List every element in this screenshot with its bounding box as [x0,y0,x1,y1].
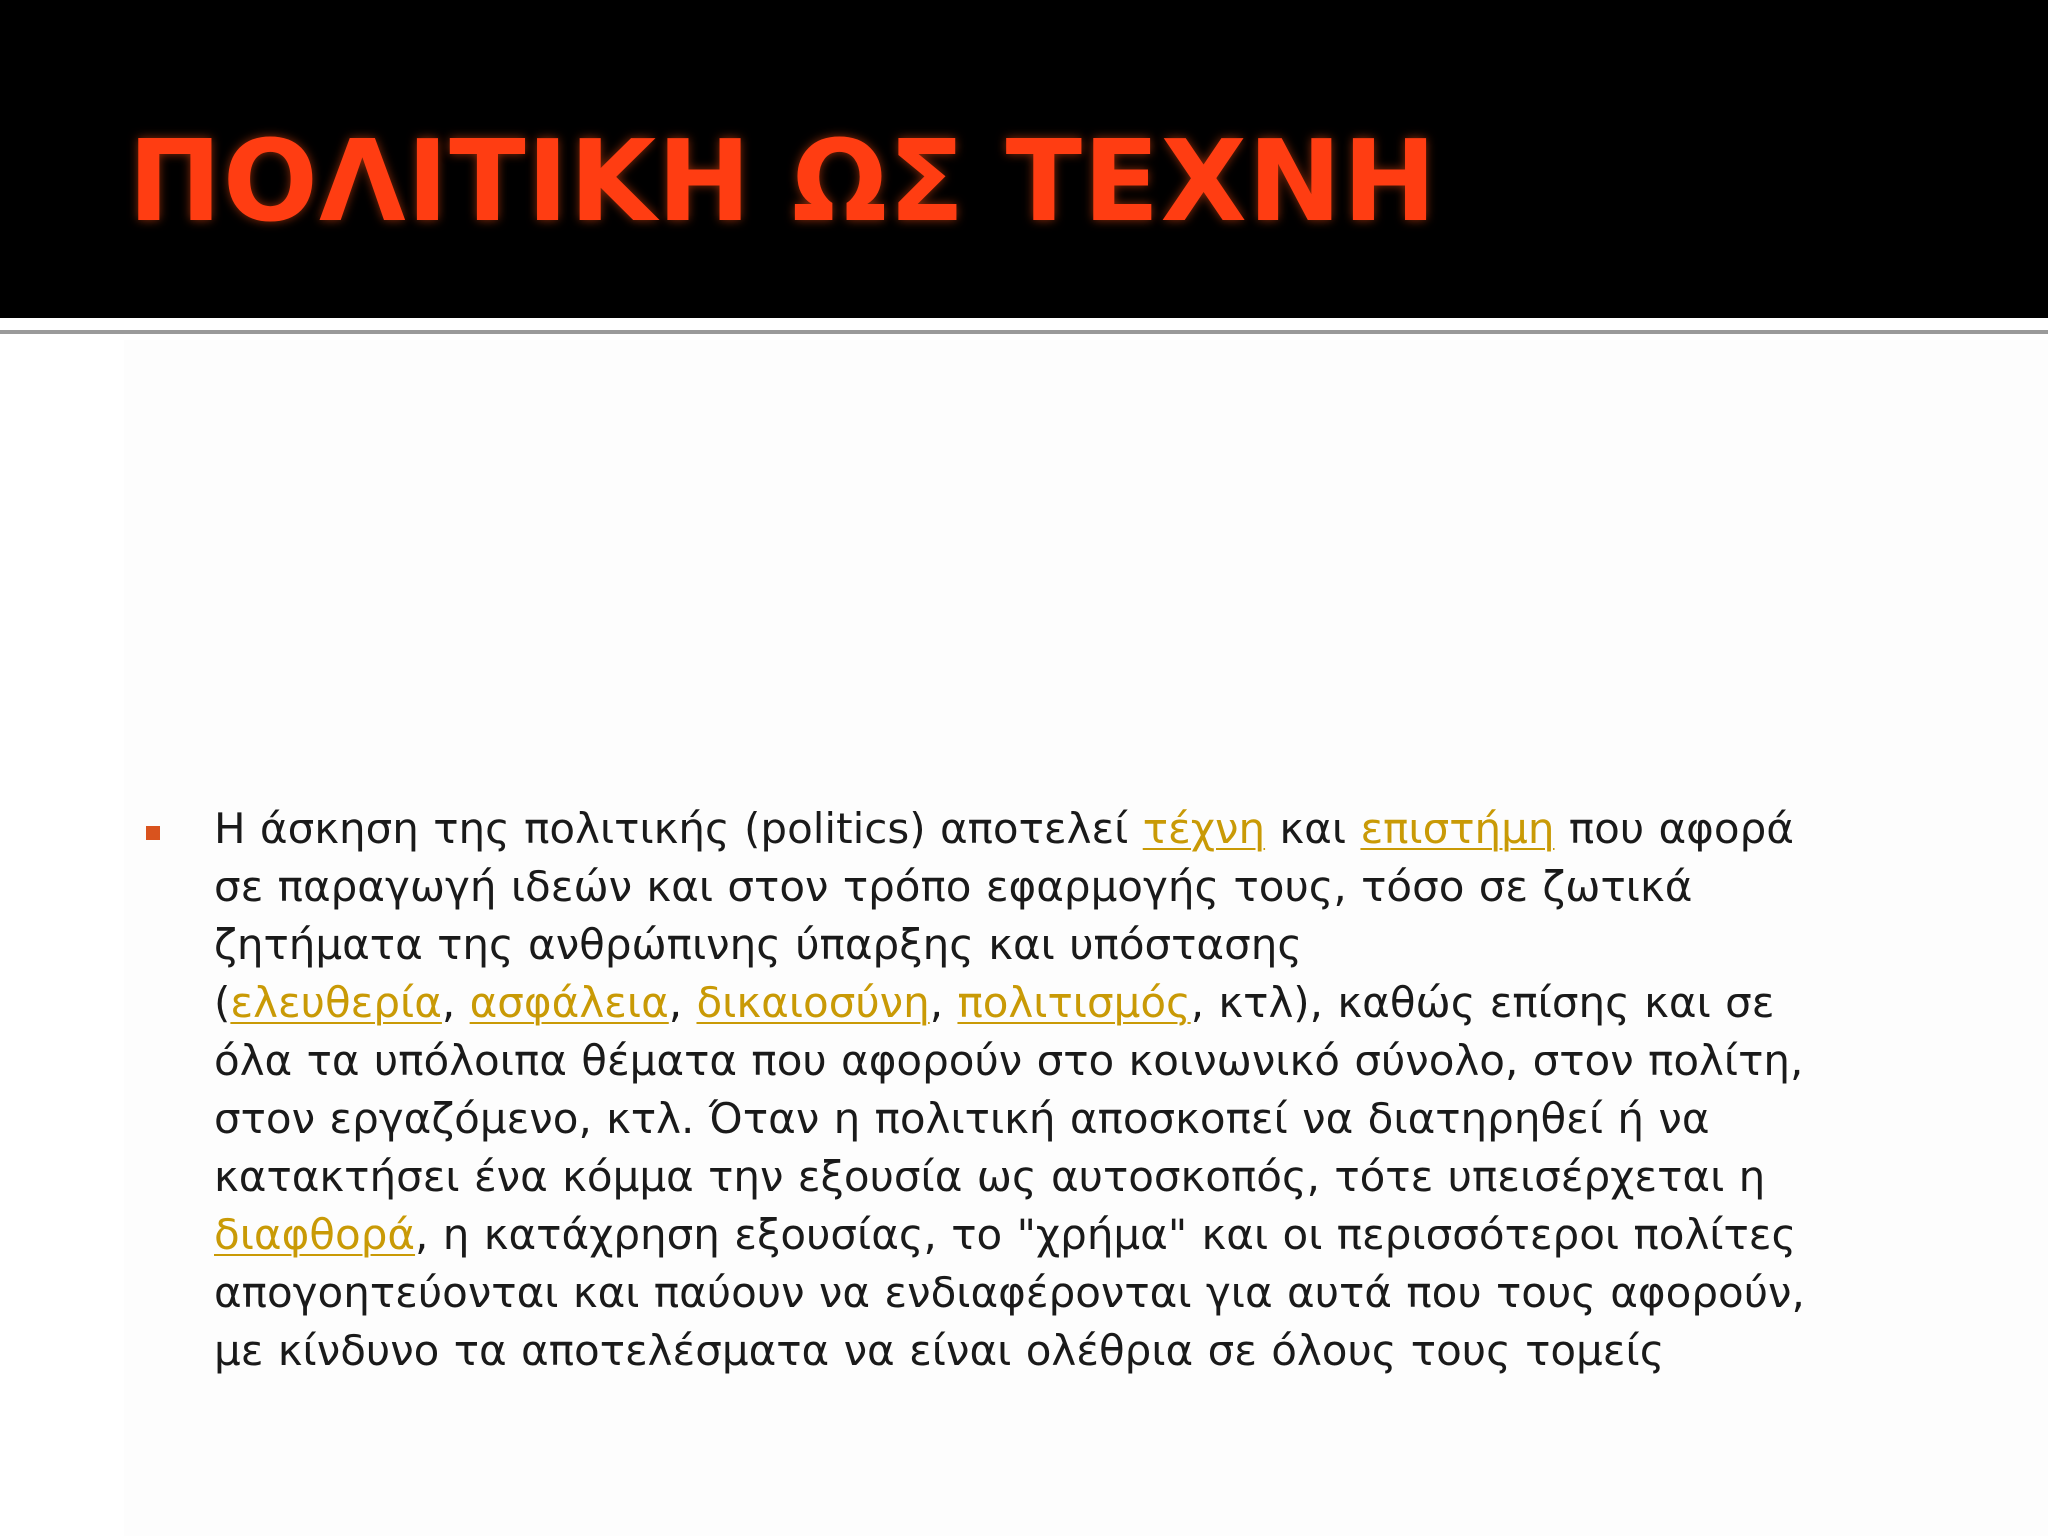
paragraph-line-2: σε παραγωγή ιδεών και στον τρόπο εφαρμογής τους, τόσο σε ζωτικά [214,862,1693,911]
text-segment: , [929,978,958,1027]
header-divider [0,330,2048,334]
paragraph-line-10: με κίνδυνο τα αποτελέσματα να είναι ολέθρια σε όλους τους τομείς [214,1326,1665,1375]
link-asfaleia[interactable]: ασφάλεια [469,978,669,1027]
bullet-paragraph [214,800,1954,1380]
link-episteme[interactable]: επιστήμη [1360,804,1555,853]
text-segment: και [1265,804,1361,853]
link-diafthora[interactable]: διαφθορά [214,1210,416,1259]
text-segment: , η κατάχρηση εξουσίας, το "χρήμα" και οι περισσότεροι πολίτες [415,1210,1797,1259]
paragraph-line-7: κατακτήσει ένα κόμμα την εξουσία ως αυτοσκοπός, τότε υπεισέρχεται η [214,1152,1766,1201]
header-gap [0,318,2048,330]
text-segment: , [668,978,697,1027]
paragraph-line-4 [214,974,1954,1032]
paragraph-line-9: απογοητεύονται και παύουν να ενδιαφέρονται για αυτά που τους αφορούν, [214,1268,1805,1317]
paragraph-line-5: όλα τα υπόλοιπα θέματα που αφορούν στο κοινωνικό σύνολο, στον πολίτη, [214,1036,1804,1085]
text-segment: που αφορά [1554,804,1794,853]
text-segment: ( [214,978,231,1027]
link-eleftheria[interactable]: ελευθερία [230,978,442,1027]
link-politismos[interactable]: πολιτισμός [957,978,1191,1027]
text-segment: Η άσκηση της πολιτικής (politics) αποτελεί [214,804,1143,853]
slide-title: ΠΟΛΙΤΙΚΗ ΩΣ ΤΕΧΝΗ [128,117,1438,247]
paragraph-line-8 [214,1206,1954,1264]
paragraph-line-1 [214,800,1954,858]
text-segment: , [441,978,470,1027]
title-bar [0,0,2048,318]
paragraph-line-6: στον εργαζόμενο, κτλ. Όταν η πολιτική αποσκοπεί να διατηρηθεί ή να [214,1094,1710,1143]
link-techni[interactable]: τέχνη [1142,804,1266,853]
text-segment: , κτλ), καθώς επίσης και σε [1190,978,1775,1027]
paragraph-line-3: ζητήματα της ανθρώπινης ύπαρξης και υπόστασης [214,920,1302,969]
bullet-square-icon [146,826,160,840]
link-dikaiosyni[interactable]: δικαιοσύνη [696,978,930,1027]
